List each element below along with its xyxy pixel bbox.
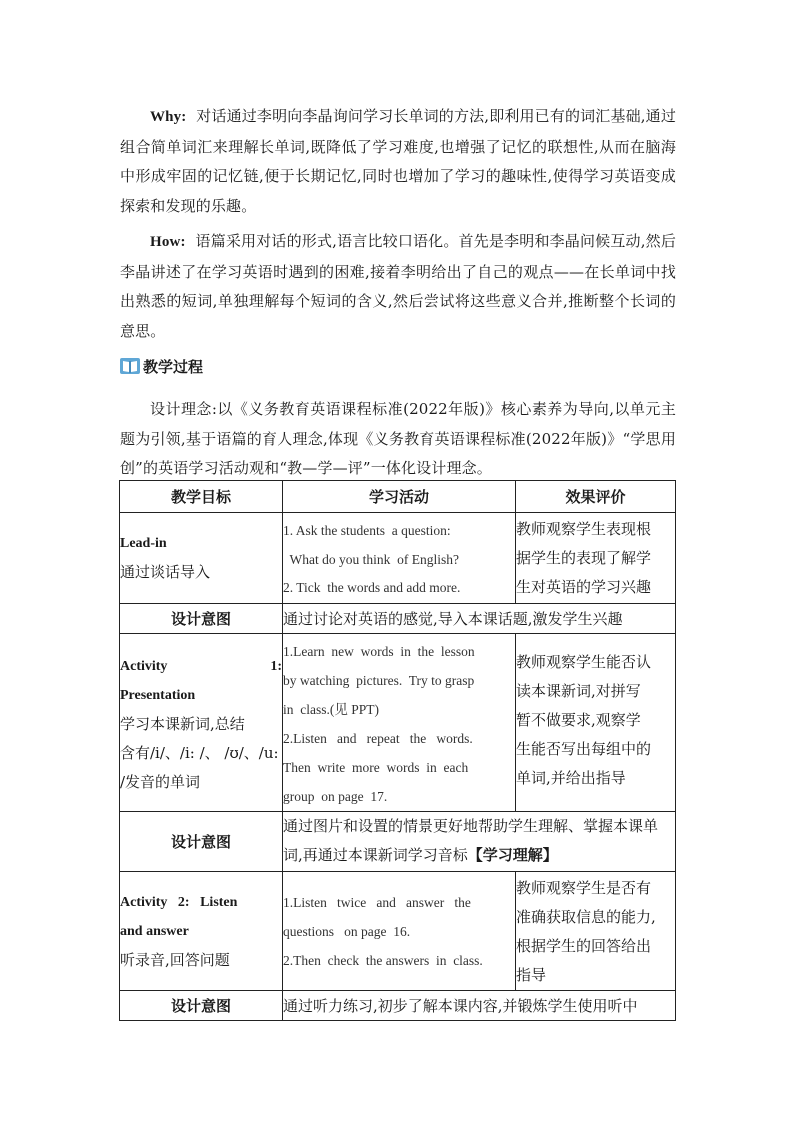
header-activity: 学习活动: [283, 481, 516, 513]
book-icon: [120, 357, 140, 375]
evaluation-line: 教师观察学生能否认: [516, 652, 652, 671]
activity-line: by watching pictures. Try to grasp: [283, 672, 475, 688]
how-text: 语篇采用对话的形式,语言比较口语化。首先是李明和李晶问候互动,然后李晶讲述了在学习英语时遇到的困难,接着李明给出了自己的观点——在长单词中找出熟悉的短词,单独理解每个短词的含义,然后尝试将这些意义合并,推断整个长词的意思。: [120, 232, 676, 340]
intent-text: [283, 990, 676, 1020]
intent-content: 通过图片和设置的情景更好地帮助学生理解、掌握本课单词,再通过本课新词学习音标: [283, 817, 659, 864]
goal-cell: [120, 633, 283, 811]
evaluation-line: 单词,并给出指导: [516, 768, 626, 787]
evaluation-line: 暂不做要求,观察学: [516, 710, 641, 729]
activity-cell: [283, 513, 516, 604]
activity-cell: [283, 871, 516, 990]
table-row: [120, 513, 676, 604]
activity-line: What do you think of English?: [283, 551, 459, 567]
evaluation-line: 据学生的表现了解学: [516, 549, 652, 567]
activity-line: 1.Learn new words in the lesson: [283, 643, 475, 659]
evaluation-cell: [516, 633, 676, 811]
activity-line: 2.Listen and repeat the words.: [283, 730, 473, 746]
intent-label: 设计意图: [120, 990, 283, 1020]
how-label: How:: [150, 234, 186, 250]
goal-en: [120, 652, 282, 681]
goal-cn: 听录音,回答问题: [120, 950, 230, 969]
why-label: Why:: [150, 109, 187, 125]
evaluation-line: 生对英语的学习兴趣: [516, 578, 652, 596]
goal-en-part: 1:: [270, 658, 282, 674]
evaluation-line: 根据学生的回答给出: [516, 936, 652, 955]
goal-en: Lead-in: [120, 535, 167, 551]
section-title: 教学过程: [143, 357, 204, 376]
evaluation-line: 指导: [516, 965, 547, 984]
activity-line: Then write more words in each: [283, 759, 469, 775]
goal-cn: 通过谈话导入: [120, 562, 211, 581]
intent-content: 通过讨论对英语的感觉,导入本课话题,激发学生兴趣: [283, 609, 623, 628]
intent-label: 设计意图: [120, 811, 283, 871]
why-text: 对话通过李明向李晶询问学习长单词的方法,即利用已有的词汇基础,通过组合简单词汇来理解长单词,既降低了学习难度,也增强了记忆的联想性,从而在脑海中形成牢固的记忆链,便于长期记忆,同时也增加了学习的趣味性,使得学习英语变成探索和发现的乐趣。: [120, 107, 676, 215]
activity-line: group on page 17.: [283, 788, 388, 804]
evaluation-line: 教师观察学生表现根: [516, 520, 652, 538]
table-row: [120, 871, 676, 990]
intent-row: [120, 603, 676, 633]
intent-text: [283, 811, 676, 871]
activity-line: 2.Then check the answers in class.: [283, 952, 483, 968]
activity-line: 2. Tick the words and add more.: [283, 580, 461, 595]
goal-en: Activity 2: Listen: [120, 894, 238, 910]
design-concept: 设计理念:以《义务教育英语课程标准(2022年版)》核心素养为导向,以单元主题为引领,基于语篇的育人理念,体现《义务教育英语课程标准(2022年版)》“学思用创”的英语学习活动观和“教—学—评”一体化设计理念。: [120, 400, 676, 477]
intent-content: 通过听力练习,初步了解本课内容,并锻炼学生使用听中: [283, 996, 638, 1015]
goal-cn: 学习本课新词,总结: [120, 714, 245, 733]
evaluation-cell: [516, 871, 676, 990]
evaluation-line: 准确获取信息的能力,: [516, 907, 656, 926]
section-heading: [120, 352, 203, 380]
goal-cn: /发音的单词: [120, 772, 201, 791]
goal-cell: [120, 871, 283, 990]
header-evaluation: 效果评价: [516, 481, 676, 513]
intent-row: [120, 990, 676, 1020]
how-paragraph: [120, 227, 676, 346]
intent-row: [120, 811, 676, 871]
why-paragraph: [120, 102, 676, 221]
goal-cell: [120, 513, 283, 604]
intent-label: 设计意图: [120, 603, 283, 633]
evaluation-line: 读本课新词,对拼写: [516, 681, 641, 700]
intent-highlight: 【学习理解】: [467, 846, 558, 864]
table-row: [120, 633, 676, 811]
lesson-table: [119, 480, 676, 1021]
activity-line: 1.Listen twice and answer the: [283, 894, 471, 910]
goal-en: and answer: [120, 923, 189, 939]
evaluation-line: 教师观察学生是否有: [516, 878, 652, 897]
activity-line: questions on page 16.: [283, 923, 411, 939]
evaluation-cell: [516, 513, 676, 604]
activity-line: 1. Ask the students a question:: [283, 523, 451, 538]
evaluation-line: 生能否写出每组中的: [516, 739, 652, 758]
intent-text: [283, 603, 676, 633]
goal-cn: 含有/i/、/i: /、 /ʊ/、/u:: [120, 743, 279, 762]
header-goal: 教学目标: [120, 481, 283, 513]
table-header-row: [120, 481, 676, 513]
goal-en: Presentation: [120, 687, 196, 703]
activity-line: in class.(见 PPT): [283, 701, 379, 717]
activity-cell: [283, 633, 516, 811]
goal-en-part: Activity: [120, 658, 168, 674]
